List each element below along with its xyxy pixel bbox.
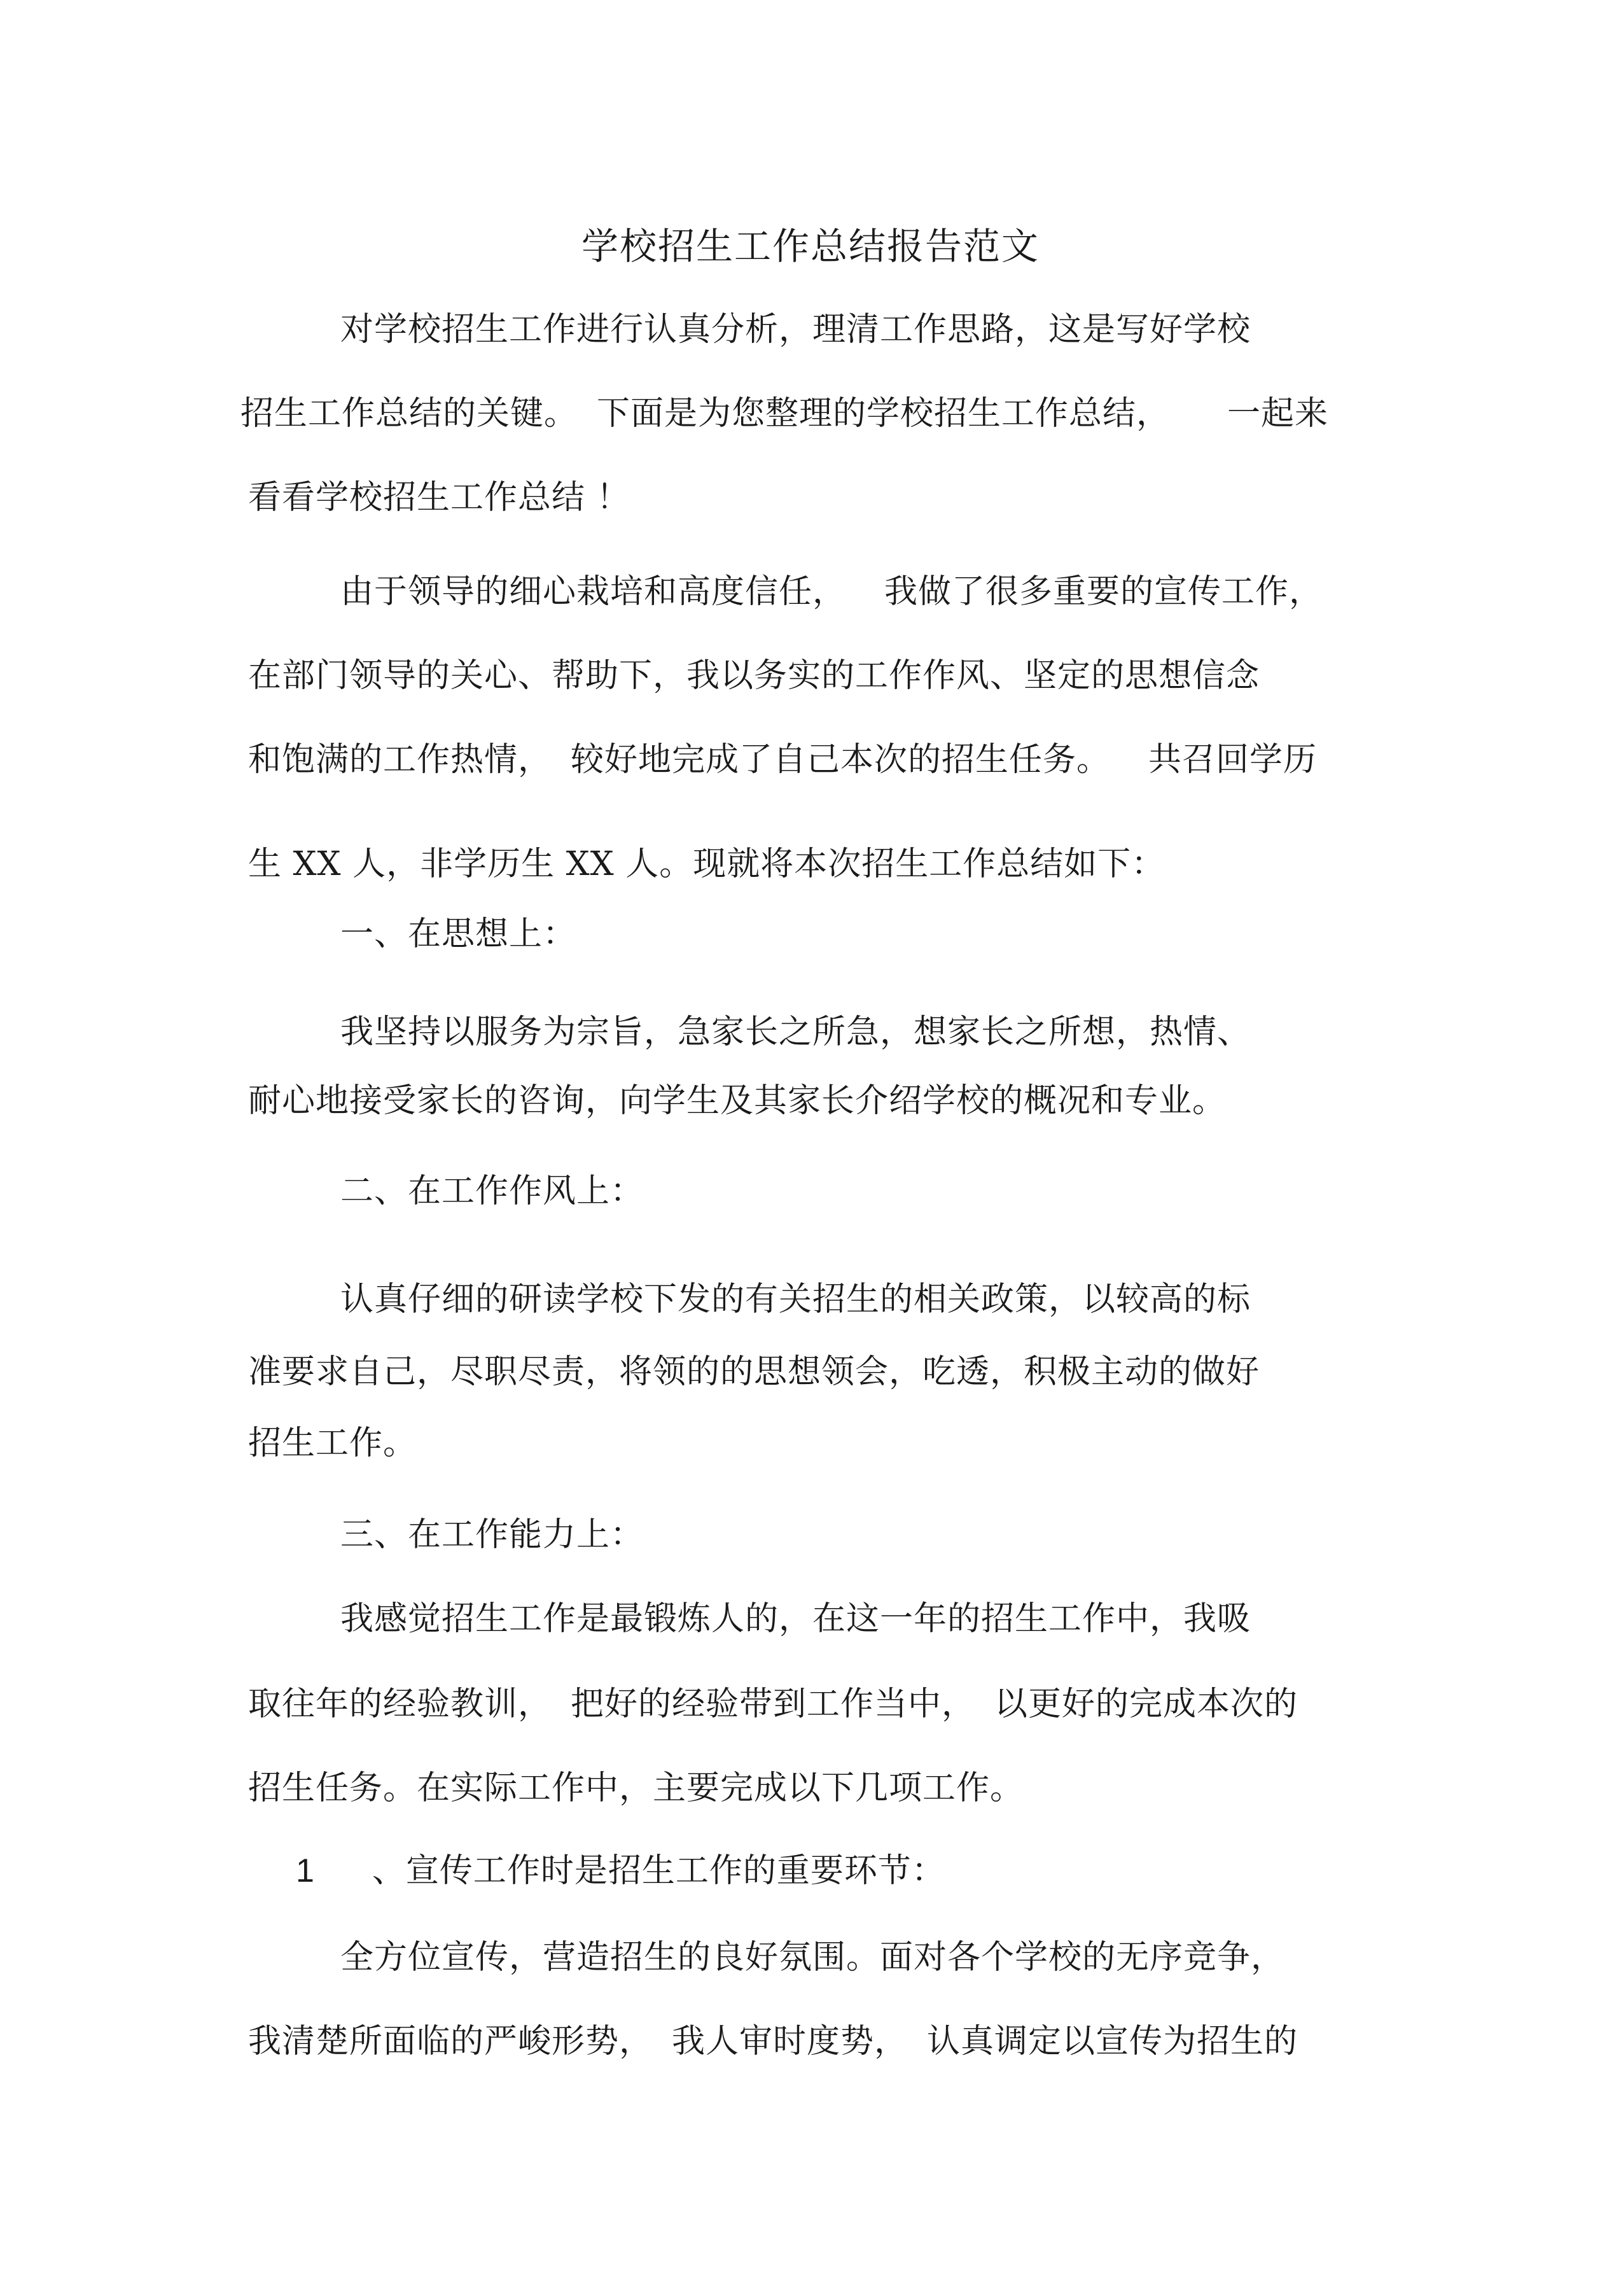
section2-heading: 二、在工作作风上： [340, 1172, 644, 1210]
intro-line-2 [240, 395, 1328, 433]
intro-line-2b: 下面是为您整理的学校招生工作总结， [597, 395, 1171, 433]
para1-line-3 [248, 741, 1317, 779]
document-title: 学校招生工作总结报告范文 [581, 225, 1040, 268]
section2-line-1: 认真仔细的研读学校下发的有关招生的相关政策，以较高的标 [340, 1280, 1251, 1319]
section3-line-3: 招生任务。在实际工作中，主要完成以下几项工作。 [248, 1769, 1024, 1807]
intro-line-3: 看看学校招生工作总结 ！ [248, 479, 630, 517]
item1-line-2a: 我清楚所面临的严峻形势， [248, 2022, 653, 2061]
section2-line-3: 招生工作。 [248, 1424, 417, 1462]
section1-line-1: 我坚持以服务为宗旨，急家长之所急，想家长之所想，热情、 [340, 1013, 1251, 1051]
item1-line-2b: 我人审时度势， [672, 2022, 908, 2061]
section1-heading: 一、在思想上： [340, 915, 577, 953]
intro-line-1: 对学校招生工作进行认真分析，理清工作思路，这是写好学校 [340, 311, 1251, 349]
section3-line-2a: 取往年的经验教训， [248, 1685, 552, 1723]
intro-line-2a: 招生工作总结的关键。 [240, 395, 578, 433]
para1-line-3a: 和饱满的工作热情， [248, 741, 552, 779]
item1-line-2 [248, 2022, 1298, 2061]
item1-number: 1 [296, 1852, 315, 1889]
section3-line-1: 我感觉招生工作是最锻炼人的，在这一年的招生工作中，我吸 [340, 1600, 1251, 1638]
item1-heading: 、宣传工作时是招生工作的重要环节： [372, 1852, 945, 1890]
section3-line-2b: 把好的经验带到工作当中， [571, 1685, 976, 1723]
para1-line-3b: 较好地完成了自己本次的招生任务。 [571, 741, 1111, 779]
para1-line-1b: 我做了很多重要的宣传工作， [884, 573, 1323, 611]
section3-line-2 [248, 1685, 1298, 1723]
para1-line-2: 在部门领导的关心、帮助下，我以务实的工作作风、坚定的思想信念 [248, 657, 1260, 695]
section3-heading: 三、在工作能力上： [340, 1516, 644, 1554]
item1-line-2c: 认真调定以宣传为招生的 [927, 2022, 1298, 2061]
section2-line-2: 准要求自己，尽职尽责，将领的的思想领会，吃透，积极主动的做好 [248, 1353, 1260, 1391]
section1-line-2: 耐心地接受家长的咨询，向学生及其家长介绍学校的概况和专业。 [248, 1082, 1227, 1120]
para1-line-4: 生 XX 人，非学历生 XX 人。现就将本次招生工作总结如下： [248, 845, 1165, 883]
intro-line-2c: 一起来 [1227, 395, 1329, 433]
para1-line-1 [340, 573, 1323, 611]
para1-line-1a: 由于领导的细心栽培和高度信任， [340, 573, 847, 611]
section3-line-2c: 以更好的完成本次的 [994, 1685, 1298, 1723]
item1-heading-line [296, 1852, 945, 1890]
item1-line-1: 全方位宣传，营造招生的良好氛围。面对各个学校的无序竞争， [340, 1938, 1285, 1977]
para1-line-3c: 共召回学历 [1148, 741, 1318, 779]
